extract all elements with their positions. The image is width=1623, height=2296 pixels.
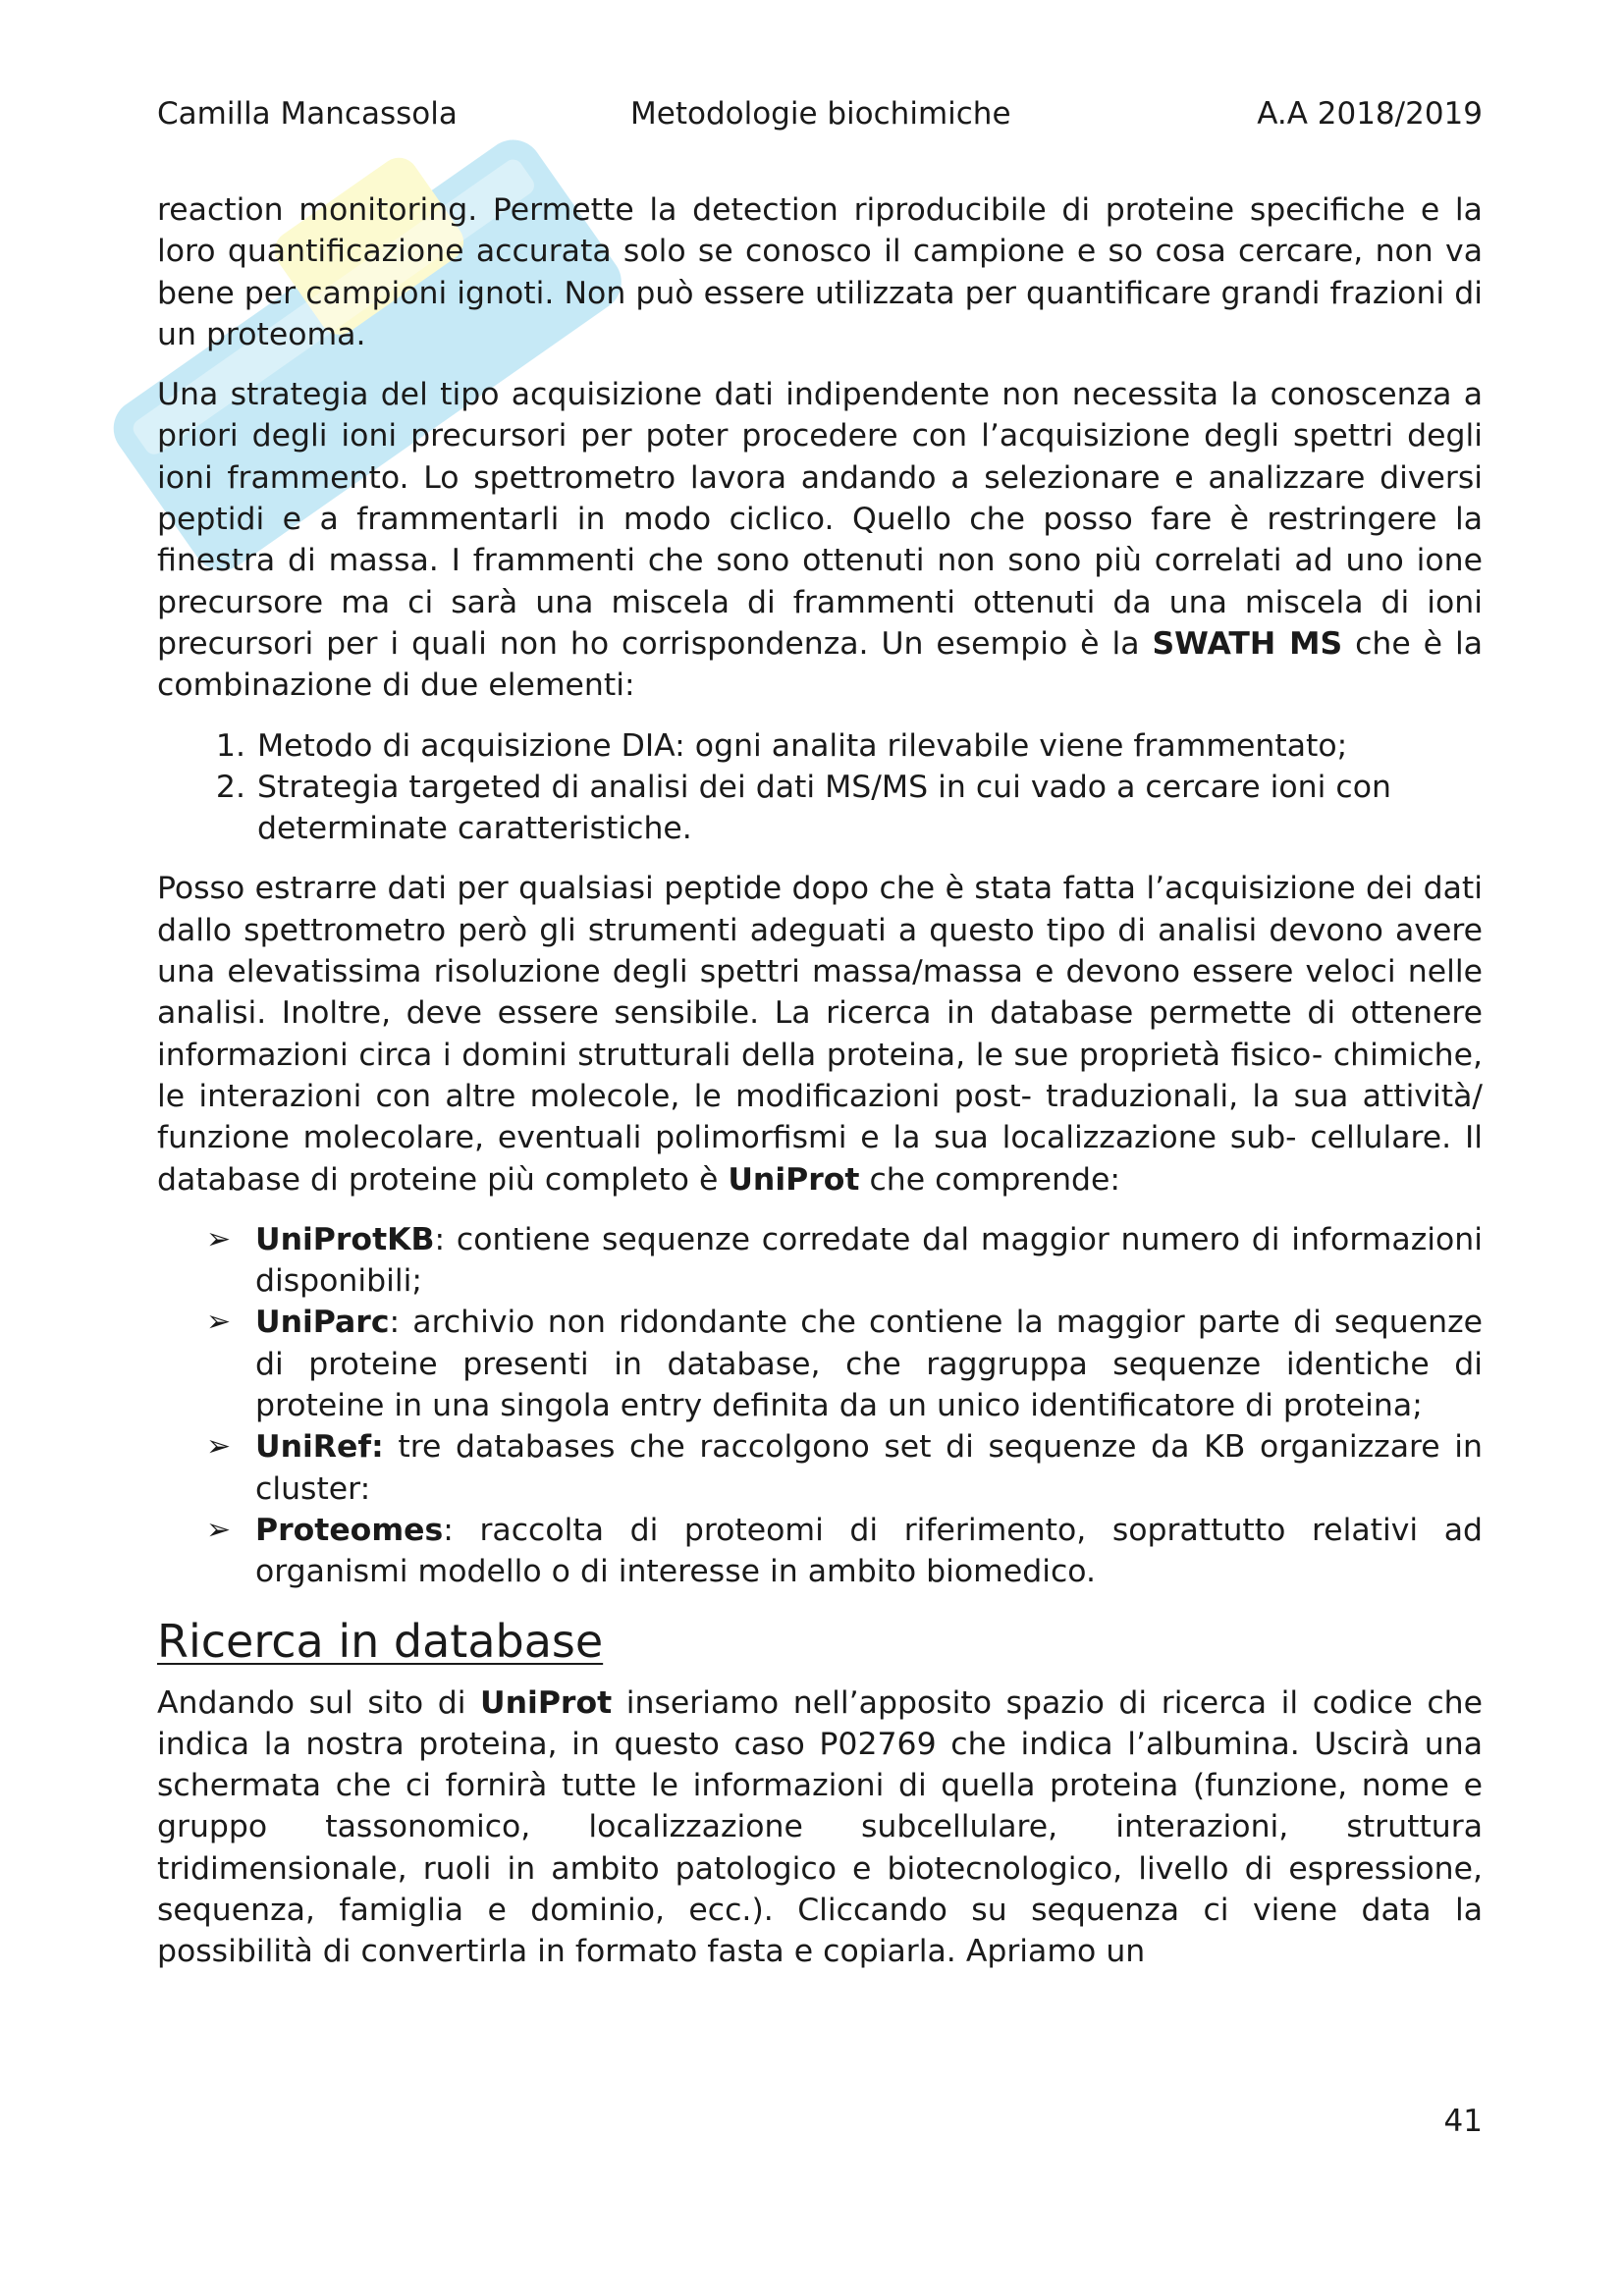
bullet-text: : contiene sequenze corredate dal maggior numero di informazioni disponibili; — [255, 1221, 1483, 1300]
paragraph-4-text: Andando sul sito di — [157, 1684, 481, 1721]
paragraph-3-end: che comprende: — [859, 1161, 1121, 1198]
uniprot-term: UniProt — [480, 1684, 613, 1721]
bullet-item-uniref — [206, 1426, 1483, 1510]
bullet-term: UniProtKB — [255, 1221, 435, 1257]
bullet-item-proteomes — [206, 1510, 1483, 1593]
arrow-bullet-icon: ➢ — [206, 1305, 232, 1340]
arrow-bullet-icon: ➢ — [206, 1512, 232, 1547]
page-number: 41 — [1443, 2104, 1483, 2139]
bullet-text: : raccolta di proteomi di riferimento, soprattutto relativi ad organismi modello o di interesse in ambito biomedico. — [255, 1512, 1483, 1590]
bullet-text: tre databases che raccolgono set di sequenze da KB organizzare in cluster: — [255, 1429, 1483, 1507]
bullet-item-uniprotkb — [206, 1219, 1483, 1303]
header-year: A.A 2018/2019 — [1257, 96, 1483, 132]
header-course: Metodologie biochimiche — [630, 96, 1011, 132]
bullet-term: UniParc — [255, 1305, 390, 1341]
paragraph-2-text: Una strategia del tipo acquisizione dati indipendente non necessita la conoscenza a priori degli ioni precursori per poter procedere con l’acquisizione degli spettri degli ioni frammento. Lo spettrometro lavora andando a selezionare e analizzare diversi peptidi e a frammentarli in modo ciclico. Quello che posso fare è restringere la finestra di massa. I frammenti che sono ottenuti non sono più correlati ad uno ione precursore ma ci sarà una miscela di frammenti ottenuti da una miscela di ioni precursori per i quali non ho corrispondenza. Un esempio è la — [157, 377, 1483, 662]
paragraph-2 — [157, 374, 1483, 706]
paragraph-4-end: inseriamo nell’apposito spazio di ricerca il codice che indica la nostra proteina, in questo caso P02769 che indica l’albumina. Uscirà una schermata che ci fornirà tutte le informazioni di quella proteina (funzione, nome e gruppo tassonomico, localizzazione subcellulare, interazioni, struttura tridimensionale, ruoli in ambito patologico e biotecnologico, livello di espressione, sequenza, famiglia e dominio, ecc.). Cliccando su sequenza ci viene data la possibilità di convertirla in formato fasta e copiarla. Apriamo un — [157, 1684, 1483, 1970]
page-header — [157, 96, 1483, 135]
page-body — [157, 189, 1483, 1992]
bullet-list — [157, 1219, 1483, 1593]
arrow-bullet-icon: ➢ — [206, 1429, 232, 1465]
header-author: Camilla Mancassola — [157, 96, 458, 132]
bullet-item-uniparc — [206, 1302, 1483, 1426]
paragraph-2-end: che è la combinazione di due elementi: — [157, 625, 1483, 704]
paragraph-1: reaction monitoring. Permette la detection riproducibile di proteine specifiche e la loro quantificazione accurata solo se conosco il campione e so cosa cercare, non va bene per campioni ignoti. Non può essere utilizzata per quantificare grandi frazioni di un proteoma. — [157, 192, 1483, 352]
bullet-term: Proteomes — [255, 1512, 444, 1548]
paragraph-3 — [157, 868, 1483, 1200]
paragraph-4 — [157, 1682, 1483, 1973]
arrow-bullet-icon: ➢ — [206, 1221, 232, 1256]
numbered-list-item: 2. Strategia targeted di analisi dei dati MS/MS in cui vado a cercare ioni con determinate caratteristiche. — [255, 767, 1483, 850]
swath-ms-term: SWATH MS — [1152, 625, 1343, 662]
bullet-term: UniRef: — [255, 1429, 384, 1466]
numbered-list — [157, 725, 1483, 850]
numbered-list-item: 1. Metodo di acquisizione DIA: ogni analita rilevabile viene frammentato; — [255, 725, 1483, 767]
uniprot-term: UniProt — [728, 1161, 860, 1198]
paragraph-3-text: Posso estrarre dati per qualsiasi peptide dopo che è stata fatta l’acquisizione dei dati dallo spettrometro però gli strumenti adeguati a questo tipo di analisi devono avere una elevatissima risoluzione degli spettri massa/massa e devono essere veloci nelle analisi. Inoltre, deve essere sensibile. La ricerca in database permette di ottenere informazioni circa i domini strutturali della proteina, le sue proprietà fisico- chimiche, le interazioni con altre molecole, le modificazioni post- traduzionali, la sua attività/ funzione molecolare, eventuali polimorfismi e la sua localizzazione sub- cellulare. Il database di proteine più completo è — [157, 871, 1483, 1198]
section-title: Ricerca in database — [157, 1614, 604, 1668]
bullet-text: : archivio non ridondante che contiene la maggior parte di sequenze di proteine presenti in database, che raggruppa sequenze identiche di proteine in una singola entry definita da un unico identificatore di proteina; — [255, 1305, 1483, 1424]
